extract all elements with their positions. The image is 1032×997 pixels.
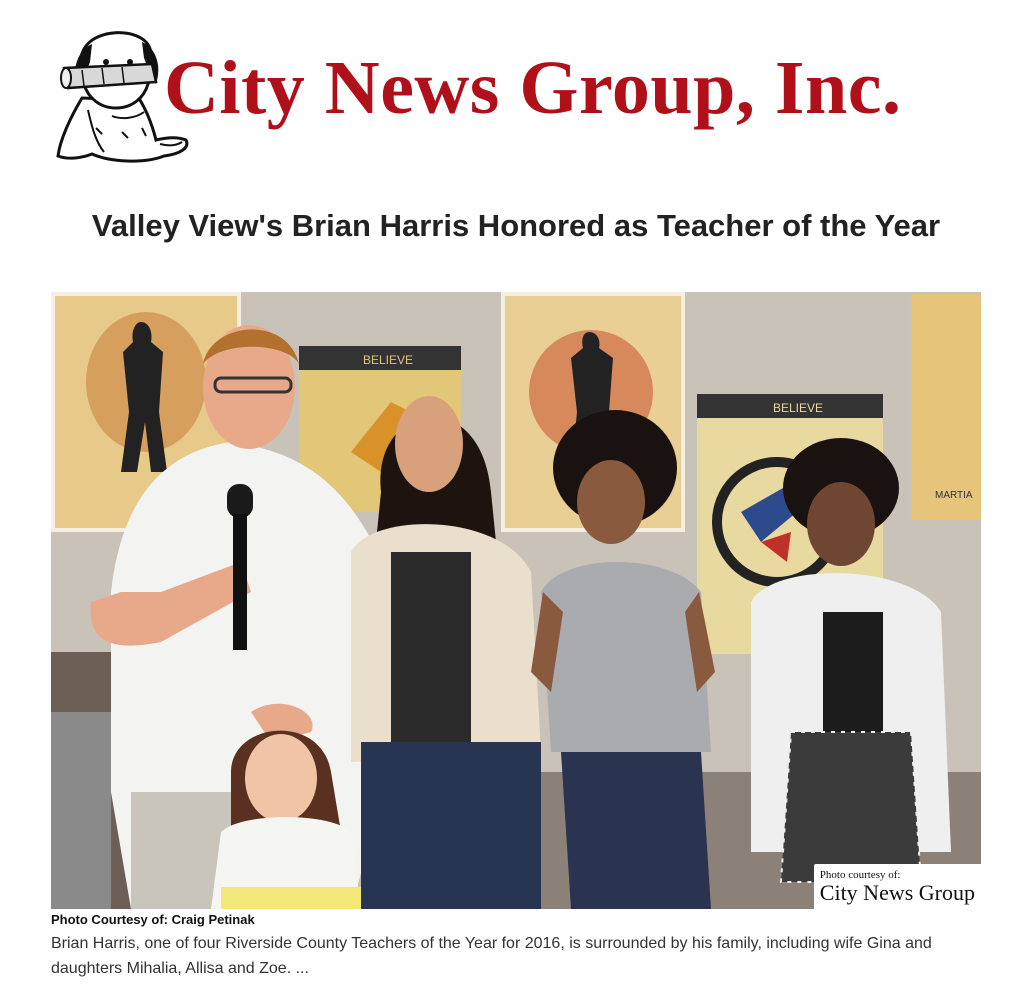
poster-label: BELIEVE [773, 401, 824, 415]
poster-label: MARTIA [935, 490, 973, 501]
watermark-small-text: Photo courtesy of: [819, 868, 901, 881]
photo-watermark [814, 864, 981, 909]
poster-label: BELIEVE [363, 353, 414, 367]
masthead [52, 28, 982, 178]
photo-caption: Brian Harris, one of four Riverside County Teachers of the Year for 2016, is surrounded by his family, including wife Gina and daughters Mihalia, Allisa and Zoe. ... [51, 935, 932, 977]
martian-poster [911, 294, 981, 520]
watermark-brand-text: City News Group [819, 879, 975, 905]
brand-wordmark[interactable]: City News Group, Inc. [164, 46, 902, 130]
article-photo[interactable] [51, 292, 981, 909]
photo-credit: Photo Courtesy of: Craig Petinak [51, 912, 255, 927]
family-photo-illustration [51, 292, 981, 909]
article-headline: Valley View's Brian Harris Honored as Teacher of the Year [91, 208, 941, 243]
